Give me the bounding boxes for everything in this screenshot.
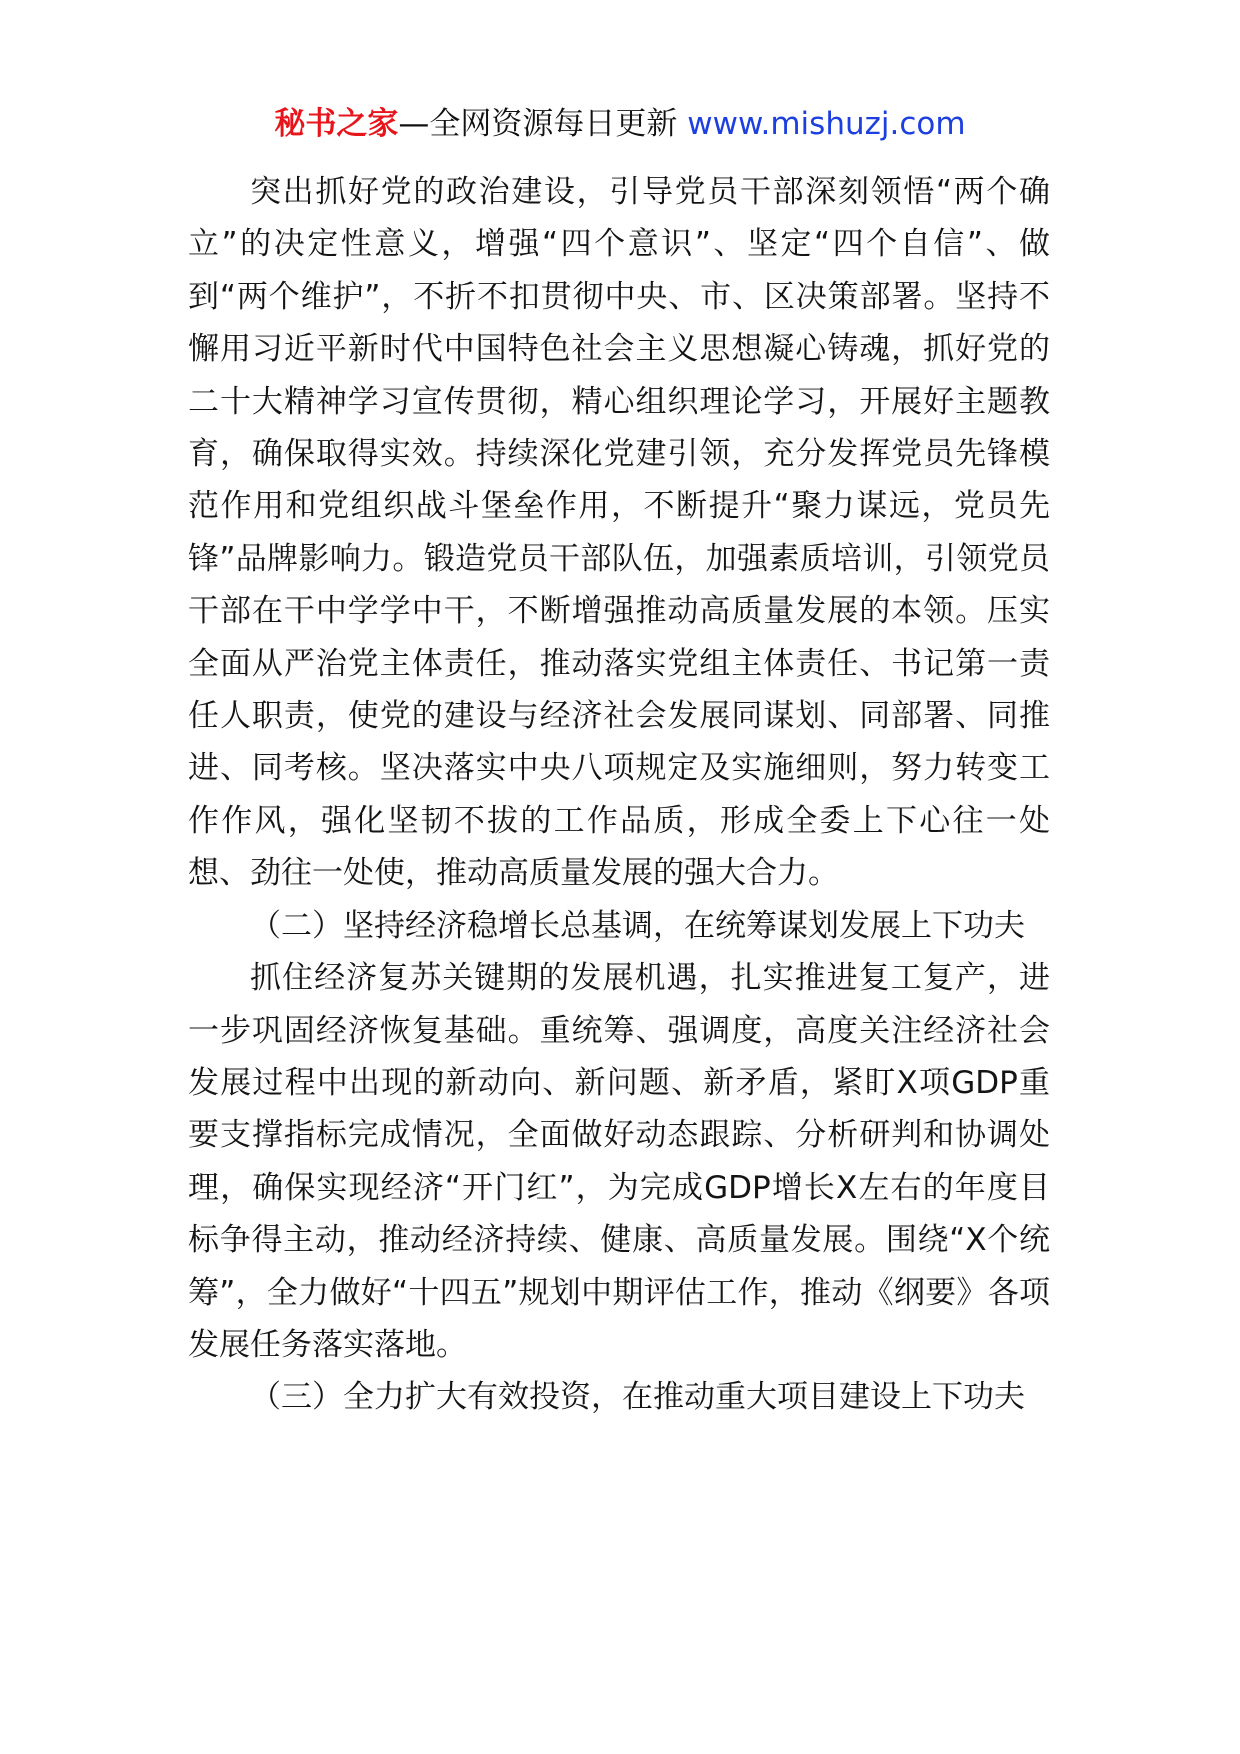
paragraph-party-building: 突出抓好党的政治建设，引导党员干部深刻领悟“两个确立”的决定性意义，增强“四个意识”、坚定“四个自信”、做到“两个维护”，不折不扣贯彻中央、市、区决策部署。坚持不懈用习近平新时代中国特色社会主义思想凝心铸魂，抓好党的二十大精神学习宣传贯彻，精心组织理论学习，开展好主题教育，确保取得实效。持续深化党建引领，充分发挥党员先锋模范作用和党组织战斗堡垒作用，不断提升“聚力谋远，党员先锋”品牌影响力。锻造党员干部队伍，加强素质培训，引领党员干部在干中学学中干，不断增强推动高质量发展的本领。压实全面从严治党主体责任，推动落实党组主体责任、书记第一责任人职责，使党的建设与经济社会发展同谋划、同部署、同推进、同考核。坚决落实中央八项规定及实施细则，努力转变工作作风，强化坚韧不拔的工作品质，形成全委上下心往一处想、劲往一处使，推动高质量发展的强大合力。 — [188, 174, 1050, 892]
site-header — [0, 102, 1240, 146]
header-url-link[interactable]: www.mishuzj.com — [687, 106, 966, 142]
paragraph-economic-growth: 抓住经济复苏关键期的发展机遇，扎实推进复工复产，进一步巩固经济恢复基础。重统筹、强调度，高度关注经济社会发展过程中出现的新动向、新问题、新矛盾，紧盯X项GDP重要支撑指标完成情况，全面做好动态跟踪、分析研判和协调处理，确保实现经济“开门红”，为完成GDP增长X左右的年度目标争得主动，推动经济持续、健康、高质量发展。围绕“X个统筹”，全力做好“十四五”规划中期评估工作，推动《纲要》各项发展任务落实落地。 — [188, 960, 1050, 1363]
document-body — [188, 166, 1050, 1424]
section-heading-3: （三）全力扩大有效投资，在推动重大项目建设上下功夫 — [250, 1379, 1025, 1416]
header-tagline: —全网资源每日更新 — [398, 106, 688, 142]
section-heading-2: （二）坚持经济稳增长总基调，在统筹谋划发展上下功夫 — [250, 907, 1025, 944]
header-brand: 秘书之家 — [274, 106, 399, 142]
